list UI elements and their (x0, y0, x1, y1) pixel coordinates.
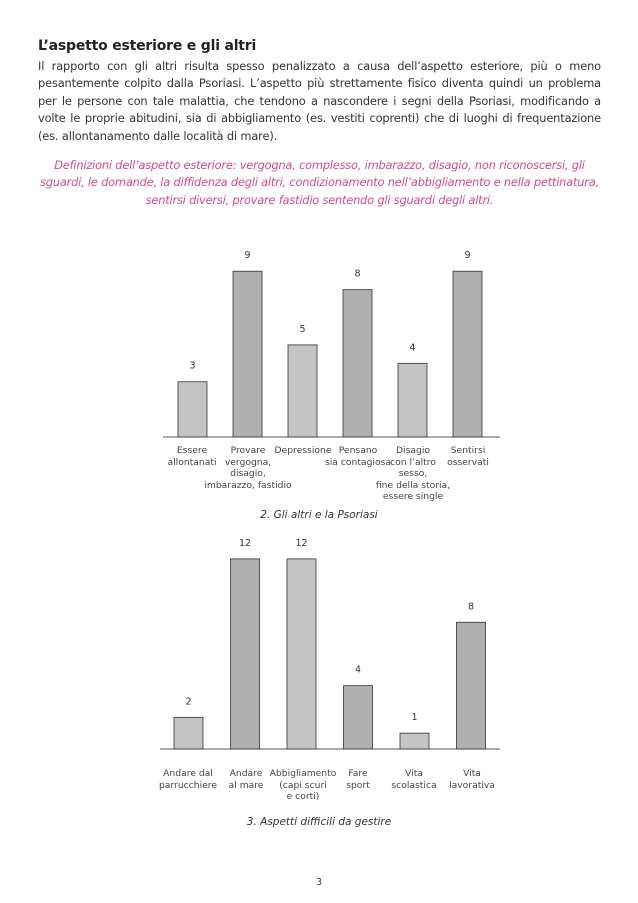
bar-4 (344, 686, 373, 749)
category-label-line: Essere (176, 445, 208, 456)
category-label-line: Disagio (395, 445, 431, 456)
bar-value-label-6: 9 (464, 250, 471, 262)
category-label-line: Abbigliamento (269, 768, 337, 779)
category-label-line: fine della storia, (375, 479, 451, 491)
category-label-line: vergogna, (224, 456, 272, 468)
category-label-line: allontanati (167, 456, 217, 468)
bar-2 (231, 559, 260, 749)
bar-value-label-4: 4 (354, 664, 362, 676)
category-label-line: Fare (348, 768, 368, 779)
bar-value-label-5: 1 (411, 712, 418, 724)
category-label-line: e corti) (286, 791, 320, 802)
bar-value-label-2: 12 (238, 537, 252, 549)
category-label-line: Sentirsi (450, 445, 486, 456)
category-label-line: imbarazzo, fastidio (204, 479, 292, 491)
category-label-line: (capi scuri (279, 779, 327, 791)
bar-value-label-5: 4 (409, 342, 416, 354)
category-label-line: sport (346, 779, 370, 791)
category-label-line: Andare (229, 768, 263, 779)
bar-5 (400, 733, 429, 749)
category-label-line: Provare (230, 445, 266, 456)
category-label-line: scolastica (391, 779, 437, 791)
bar-value-label-3: 12 (295, 537, 308, 549)
page-number: 3 (315, 877, 323, 888)
category-label-line: al mare (228, 779, 264, 791)
category-label-line: sesso, (398, 468, 428, 479)
bar-6 (457, 622, 486, 749)
category-label-line: parrucchiere (158, 779, 218, 791)
category-label-line: Vita (463, 768, 481, 779)
category-label-line: Depressione (274, 445, 332, 456)
category-label-line: disagio, (230, 468, 266, 479)
definition-quote: Definizioni dell’aspetto esteriore: vergogna, complesso, imbarazzo, disagio, non riconoscersi, gli sguardi, le domande, la diffidenza degli altri, condizionamento nell’abbigliamento e nella pettinatura, sentirsi diversi, provare fastidio sentendo gli sguardi degli altri. (40, 158, 599, 207)
chart-caption-gli-altri: 2. Gli altri e la Psoriasi (260, 509, 378, 521)
category-label-line: lavorativa (449, 779, 495, 791)
category-label-line: Vita (405, 768, 423, 779)
bar-1 (174, 717, 203, 749)
bar-value-label-1: 2 (185, 696, 192, 708)
chart-caption-aspetti-difficili: 3. Aspetti difficili da gestire (246, 816, 392, 828)
bar-value-label-6: 8 (467, 601, 475, 613)
category-label-6 (432, 768, 512, 791)
category-label-line: osservati (447, 456, 489, 468)
body-paragraph: Il rapporto con gli altri risulta spesso penalizzato a causa dell’aspetto esteriore, più o meno pesantemente colpito dalla Psoriasi. L’aspetto più strettamente fisico diventa quindi un problema per le persone con tale malattia, che tendono a nascondere i segni della Psoriasi, modificando a volte le proprie abitudini, sia di abbigliamento (es. vestiti coprenti) che di luoghi di frequentazione (es. allontanamento dalle località di mare). (38, 59, 601, 143)
bar-value-label-2: 9 (244, 250, 251, 262)
bar-value-label-1: 3 (189, 360, 196, 372)
category-label-line: con l’altro (390, 456, 436, 468)
category-label-line: essere single (382, 491, 444, 502)
section-title: L’aspetto esteriore e gli altri (38, 38, 257, 54)
category-label-line: sia contagiosa (324, 456, 392, 468)
category-label-line: Pensano (338, 445, 378, 456)
category-label-line: Andare dal (163, 768, 213, 779)
bar-value-label-4: 8 (354, 268, 361, 280)
bar-value-label-3: 5 (299, 323, 306, 335)
bar-3 (287, 559, 316, 749)
